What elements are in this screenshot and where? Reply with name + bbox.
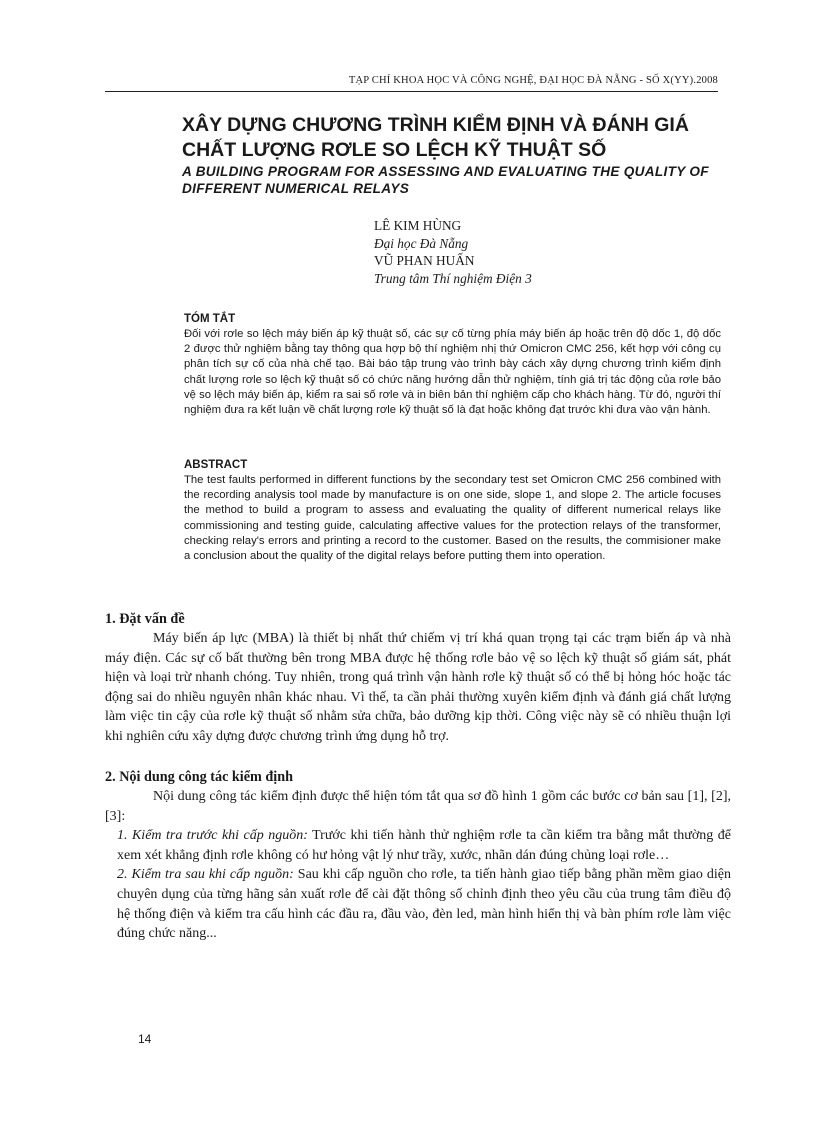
abstract-vi-text: Đối với rơle so lệch máy biến áp kỹ thuật số, các sự cố từng phía máy biến áp hoặc trên độ dốc 1, độ dốc 2 được thử nghiệm bằng tay thông qua hợp bộ thí nghiệm nhị thứ Omicron CMC 256, kết hợp với công cụ phân tích sự cố của nhà chế tạo. Bài báo tập trung vào trình bày cách xây dựng chương trình kiểm định chất lượng rơle so lệch kỹ thuật số có chức năng hướng dẫn thử nghiệm, tính giá trị tác động của rơle bảo vệ so lệch máy biến áp, kiểm ra sai số rơle và in biên bản thí nghiệm cấp cho khách hàng. Từ đó, người thí nghiệm đưa ra kết luận về chất lượng rơle kỹ thuật số là đạt hoặc không đạt trước khi đưa vào vận hành.: [184, 328, 721, 417]
list-item-lead: 1. Kiểm tra trước khi cấp nguồn:: [117, 828, 308, 844]
list-item-lead: 2. Kiểm tra sau khi cấp nguồn:: [117, 867, 294, 883]
header-divider: [105, 91, 718, 92]
author-name: LÊ KIM HÙNG: [374, 218, 462, 233]
title-vietnamese: XÂY DỰNG CHƯƠNG TRÌNH KIỂM ĐỊNH VÀ ĐÁNH GIÁ CHẤT LƯỢNG RƠLE SO LỆCH KỸ THUẬT SỐ: [182, 114, 689, 161]
page-number: 14: [138, 1032, 152, 1046]
abstract-en-heading: ABSTRACT: [184, 459, 248, 471]
section-introduction: [105, 610, 731, 747]
abstract-vi-heading: TÓM TẮT: [184, 313, 236, 325]
section-1-heading: 1. Đặt vấn đề: [105, 611, 185, 627]
abstract-vietnamese: [184, 312, 721, 418]
list-item: [105, 865, 731, 943]
section-2-intro: Nội dung công tác kiểm định được thể hiện tóm tắt qua sơ đồ hình 1 gồm các bước cơ bản sau [1], [2], [3]:: [105, 789, 731, 824]
author-affiliation: Trung tâm Thí nghiệm Điện 3: [374, 270, 532, 286]
abstract-english: [184, 458, 721, 564]
section-2-heading: 2. Nội dung công tác kiểm định: [105, 769, 294, 785]
list-item: [105, 826, 731, 865]
author-affiliation: Đại học Đà Nẵng: [374, 235, 469, 251]
list-item-text: Sau khi cấp nguồn cho rơle, ta tiến hành giao tiếp bằng phần mềm giao diện chuyên dụng của từng hãng sản xuất rơle để cài đặt thông số chỉnh định theo yêu cầu của trung tâm điều độ hệ thống điện và kiểm tra cấu hình các đầu ra, đầu vào, đèn led, màn hình hiển thị và bàn phím rơle làm việc đúng chức năng...: [117, 867, 731, 942]
author-list: [374, 217, 694, 287]
running-header: TẠP CHÍ KHOA HỌC VÀ CÔNG NGHỆ, ĐẠI HỌC ĐÀ NẴNG - SỐ X(YY).2008: [348, 75, 718, 86]
list-item-text: Trước khi tiến hành thử nghiệm rơle ta cần kiểm tra bằng mắt thường để xem xét khẳng định rơle không có hư hỏng vật lý như trầy, xước, nhãn dán đúng chủng loại rơle…: [117, 828, 731, 863]
title-english: A BUILDING PROGRAM FOR ASSESSING AND EVALUATING THE QUALITY OF DIFFERENT NUMERICAL RELAYS: [182, 164, 709, 196]
section-content: [105, 768, 731, 944]
section-1-paragraph: Máy biến áp lực (MBA) là thiết bị nhất thứ chiếm vị trí khá quan trọng tại các trạm biến áp và nhà máy điện. Các sự cố bất thường bên trong MBA được hệ thống rơle bảo vệ so lệch kỹ thuật số giám sát, phát hiện và loại trừ nhanh chóng. Tuy nhiên, trong quá trình vận hành rơle kỹ thuật số có thể bị hỏng hóc hoặc tác động sai do nhiều nguyên nhân khác nhau. Vì thế, ta cần phải thường xuyên kiểm định và đánh giá chất lượng làm việc tin cậy của rơle kỹ thuật số nhằm sửa chữa, bảo dưỡng kịp thời. Công việc này sẽ có nhiều thuận lợi khi nghiên cứu xây dựng được chương trình ứng dụng hỗ trợ.: [105, 631, 731, 744]
author-name: VŨ PHAN HUẤN: [374, 253, 475, 268]
abstract-en-text: The test faults performed in different functions by the secondary test set Omicron CMC 256 combined with the recording analysis tool made by manufacture is on one side, slope 1, and slope 2. The article focuses the method to build a program to assess and evaluating the quality of different numerical relays like commissioning and testing guide, calculating affective values for the protection relays of the transformer, checking relay's errors and printing a record to the customer. Based on the results, the commisioner make a conclusion about the quality of the digital relays before putting them into operation.: [184, 474, 721, 563]
